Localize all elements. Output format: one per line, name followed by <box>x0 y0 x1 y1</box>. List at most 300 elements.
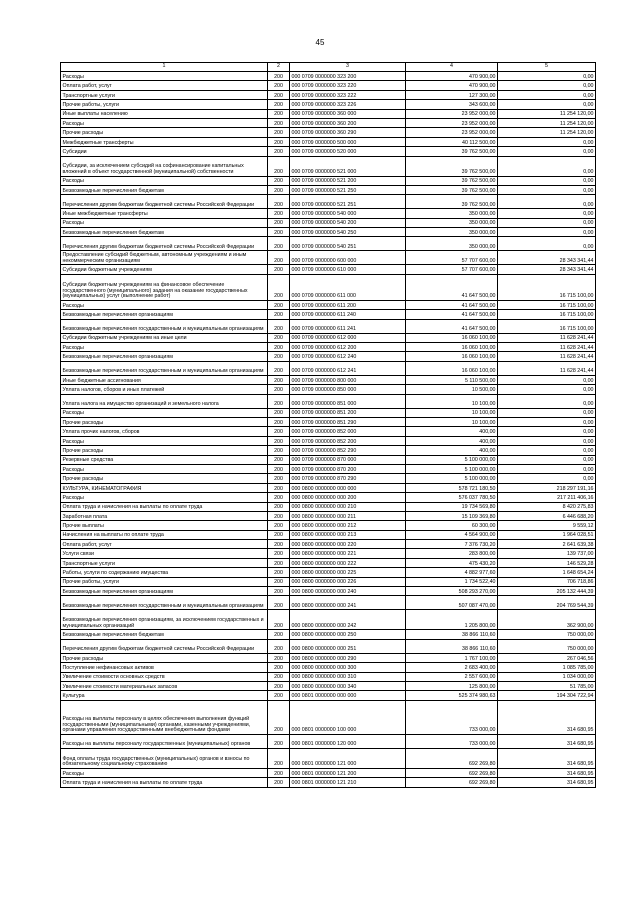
row-name-cell: Прочие работы, услуги <box>61 100 268 109</box>
row-line-code-cell: 200 <box>268 540 290 549</box>
row-line-code-cell: 200 <box>268 375 290 384</box>
row-name-cell: Субсидии <box>61 147 268 156</box>
row-executed-amount-cell: 9 559,12 <box>498 521 596 530</box>
row-name-cell: Оплата труда и начисления на выплаты по оплате труда <box>61 778 268 787</box>
table-row <box>61 408 596 417</box>
row-budget-code-cell: 000 0800 0000000 000 240 <box>290 587 406 596</box>
table-row <box>61 493 596 502</box>
column-header-3: 3 <box>290 63 406 72</box>
row-line-code-cell: 200 <box>268 195 290 209</box>
row-approved-amount-cell: 350 000,00 <box>406 228 498 237</box>
row-budget-code-cell: 000 0709 0000000 521 250 <box>290 185 406 194</box>
row-budget-code-cell: 000 0709 0000000 850 000 <box>290 385 406 394</box>
row-name-cell: Безвозмездные перечисления организациям, за исключением государственных и муниципальных организаций <box>61 610 268 630</box>
row-executed-amount-cell: 11 254 120,00 <box>498 109 596 118</box>
table-row <box>61 109 596 118</box>
row-approved-amount-cell: 470 900,00 <box>406 81 498 90</box>
row-line-code-cell: 200 <box>268 156 290 176</box>
row-budget-code-cell: 000 0709 0000000 611 000 <box>290 274 406 300</box>
row-line-code-cell: 200 <box>268 176 290 185</box>
row-budget-code-cell: 000 0709 0000000 540 251 <box>290 237 406 251</box>
row-executed-amount-cell: 6 446 688,20 <box>498 511 596 520</box>
row-approved-amount-cell: 283 800,00 <box>406 549 498 558</box>
row-name-cell: Безвозмездные перечисления государственным и муниципальным организациям <box>61 361 268 375</box>
row-budget-code-cell: 000 0709 0000000 540 250 <box>290 228 406 237</box>
table-row <box>61 361 596 375</box>
row-approved-amount-cell: 508 293 270,00 <box>406 587 498 596</box>
row-executed-amount-cell: 146 529,28 <box>498 558 596 567</box>
row-executed-amount-cell: 0,00 <box>498 137 596 146</box>
row-budget-code-cell: 000 0801 0000000 121 210 <box>290 778 406 787</box>
table-row <box>61 483 596 492</box>
row-budget-code-cell: 000 0709 0000000 612 000 <box>290 333 406 342</box>
row-name-cell: Прочие расходы <box>61 446 268 455</box>
row-executed-amount-cell: 0,00 <box>498 464 596 473</box>
row-approved-amount-cell: 470 900,00 <box>406 72 498 81</box>
row-executed-amount-cell: 11 254 120,00 <box>498 118 596 127</box>
row-approved-amount-cell: 1 734 522,40 <box>406 577 498 586</box>
row-name-cell: Субсидии бюджетным учреждениям <box>61 265 268 274</box>
row-line-code-cell: 200 <box>268 265 290 274</box>
table-row <box>61 610 596 630</box>
row-name-cell: Оплата работ, услуг <box>61 540 268 549</box>
column-header-1: 1 <box>61 63 268 72</box>
row-budget-code-cell: 000 0800 0000000 000 250 <box>290 630 406 639</box>
row-executed-amount-cell: 0,00 <box>498 385 596 394</box>
row-approved-amount-cell: 578 721 180,50 <box>406 483 498 492</box>
table-row <box>61 265 596 274</box>
row-name-cell: Субсидии, за исключением субсидий на софинансирование капитальных вложений в объект государственной (муниципальной) собственности <box>61 156 268 176</box>
row-executed-amount-cell: 11 628 241,44 <box>498 352 596 361</box>
table-row <box>61 209 596 218</box>
row-approved-amount-cell: 400,00 <box>406 427 498 436</box>
table-row <box>61 72 596 81</box>
row-line-code-cell: 200 <box>268 118 290 127</box>
row-budget-code-cell: 000 0800 0000000 000 222 <box>290 558 406 567</box>
row-budget-code-cell: 000 0800 0000000 000 226 <box>290 577 406 586</box>
table-row <box>61 394 596 408</box>
table-row <box>61 274 596 300</box>
row-executed-amount-cell: 11 628 241,44 <box>498 343 596 352</box>
row-line-code-cell: 200 <box>268 748 290 768</box>
table-row <box>61 185 596 194</box>
row-approved-amount-cell: 38 866 110,60 <box>406 630 498 639</box>
table-row <box>61 653 596 662</box>
row-name-cell: Уплата налогов, сборов и иных платежей <box>61 385 268 394</box>
row-approved-amount-cell: 4 882 977,60 <box>406 568 498 577</box>
row-line-code-cell: 200 <box>268 778 290 787</box>
row-executed-amount-cell: 51 785,00 <box>498 681 596 690</box>
table-row <box>61 343 596 352</box>
row-executed-amount-cell: 2 641 639,38 <box>498 540 596 549</box>
row-line-code-cell: 200 <box>268 343 290 352</box>
row-line-code-cell: 200 <box>268 408 290 417</box>
table-row <box>61 237 596 251</box>
table-row <box>61 521 596 530</box>
row-executed-amount-cell: 204 769 544,39 <box>498 596 596 610</box>
row-approved-amount-cell: 1 767 100,00 <box>406 653 498 662</box>
row-budget-code-cell: 000 0800 0000000 000 220 <box>290 540 406 549</box>
table-row <box>61 558 596 567</box>
row-approved-amount-cell: 10 500,00 <box>406 385 498 394</box>
row-executed-amount-cell: 0,00 <box>498 90 596 99</box>
row-executed-amount-cell: 139 737,00 <box>498 549 596 558</box>
row-budget-code-cell: 000 0709 0000000 323 220 <box>290 81 406 90</box>
row-approved-amount-cell: 41 647 500,00 <box>406 274 498 300</box>
row-name-cell: Услуги связи <box>61 549 268 558</box>
row-line-code-cell: 200 <box>268 530 290 539</box>
row-name-cell: Субсидии бюджетным учреждениям на иные цели <box>61 333 268 342</box>
row-line-code-cell: 200 <box>268 511 290 520</box>
row-line-code-cell: 200 <box>268 691 290 700</box>
table-row <box>61 734 596 748</box>
row-approved-amount-cell: 692 269,80 <box>406 778 498 787</box>
row-line-code-cell: 200 <box>268 385 290 394</box>
row-name-cell: Расходы на выплаты персоналу государственных (муниципальных) органов <box>61 734 268 748</box>
row-executed-amount-cell: 0,00 <box>498 474 596 483</box>
row-budget-code-cell: 000 0709 0000000 500 000 <box>290 137 406 146</box>
row-budget-code-cell: 000 0709 0000000 852 290 <box>290 446 406 455</box>
row-name-cell: Прочие расходы <box>61 417 268 426</box>
row-name-cell: Уплата прочих налогов, сборов <box>61 427 268 436</box>
row-approved-amount-cell: 39 762 500,00 <box>406 195 498 209</box>
row-budget-code-cell: 000 0709 0000000 323 200 <box>290 72 406 81</box>
row-line-code-cell: 200 <box>268 446 290 455</box>
row-line-code-cell: 200 <box>268 653 290 662</box>
table-row <box>61 681 596 690</box>
row-executed-amount-cell: 16 715 100,00 <box>498 274 596 300</box>
row-line-code-cell: 200 <box>268 672 290 681</box>
row-executed-amount-cell: 314 680,95 <box>498 734 596 748</box>
table-row <box>61 587 596 596</box>
table-row <box>61 251 596 265</box>
row-executed-amount-cell: 706 718,86 <box>498 577 596 586</box>
table-row <box>61 700 596 734</box>
row-approved-amount-cell: 5 100 000,00 <box>406 474 498 483</box>
row-line-code-cell: 200 <box>268 521 290 530</box>
table-row <box>61 100 596 109</box>
table-row <box>61 455 596 464</box>
row-approved-amount-cell: 2 683 400,00 <box>406 663 498 672</box>
row-executed-amount-cell: 0,00 <box>498 408 596 417</box>
row-approved-amount-cell: 39 762 500,00 <box>406 156 498 176</box>
row-executed-amount-cell: 1 648 654,24 <box>498 568 596 577</box>
row-name-cell: Расходы <box>61 464 268 473</box>
row-line-code-cell: 200 <box>268 639 290 653</box>
table-row <box>61 577 596 586</box>
row-approved-amount-cell: 16 060 100,00 <box>406 352 498 361</box>
row-line-code-cell: 200 <box>268 455 290 464</box>
row-name-cell: Транспортные услуги <box>61 90 268 99</box>
row-name-cell: Безвозмездные перечисления бюджетам <box>61 185 268 194</box>
row-budget-code-cell: 000 0709 0000000 612 240 <box>290 352 406 361</box>
row-executed-amount-cell: 16 715 100,00 <box>498 310 596 319</box>
row-executed-amount-cell: 314 680,95 <box>498 768 596 777</box>
row-approved-amount-cell: 16 060 100,00 <box>406 333 498 342</box>
row-name-cell: Заработная плата <box>61 511 268 520</box>
row-name-cell: Межбюджетные трансферты <box>61 137 268 146</box>
row-executed-amount-cell: 0,00 <box>498 81 596 90</box>
row-budget-code-cell: 000 0709 0000000 851 000 <box>290 394 406 408</box>
row-executed-amount-cell: 0,00 <box>498 375 596 384</box>
row-executed-amount-cell: 205 132 444,39 <box>498 587 596 596</box>
row-approved-amount-cell: 41 647 500,00 <box>406 300 498 309</box>
row-line-code-cell: 200 <box>268 333 290 342</box>
row-executed-amount-cell: 8 420 275,83 <box>498 502 596 511</box>
table-row <box>61 385 596 394</box>
row-line-code-cell: 200 <box>268 209 290 218</box>
row-line-code-cell: 200 <box>268 185 290 194</box>
row-budget-code-cell: 000 0709 0000000 852 000 <box>290 427 406 436</box>
table-row <box>61 502 596 511</box>
row-name-cell: Расходы <box>61 300 268 309</box>
table-row <box>61 768 596 777</box>
row-budget-code-cell: 000 0709 0000000 540 000 <box>290 209 406 218</box>
row-budget-code-cell: 000 0709 0000000 870 000 <box>290 455 406 464</box>
row-line-code-cell: 200 <box>268 147 290 156</box>
table-row <box>61 81 596 90</box>
row-line-code-cell: 200 <box>268 596 290 610</box>
row-line-code-cell: 200 <box>268 310 290 319</box>
row-budget-code-cell: 000 0800 0000000 000 251 <box>290 639 406 653</box>
row-approved-amount-cell: 41 647 500,00 <box>406 319 498 333</box>
row-name-cell: Расходы <box>61 768 268 777</box>
row-line-code-cell: 200 <box>268 474 290 483</box>
row-line-code-cell: 200 <box>268 549 290 558</box>
row-approved-amount-cell: 57 707 600,00 <box>406 251 498 265</box>
row-name-cell: Расходы <box>61 118 268 127</box>
row-approved-amount-cell: 10 100,00 <box>406 417 498 426</box>
table-row <box>61 137 596 146</box>
row-approved-amount-cell: 5 100 000,00 <box>406 455 498 464</box>
row-line-code-cell: 200 <box>268 100 290 109</box>
row-approved-amount-cell: 733 000,00 <box>406 734 498 748</box>
table-row <box>61 300 596 309</box>
row-budget-code-cell: 000 0800 0000000 000 221 <box>290 549 406 558</box>
row-budget-code-cell: 000 0800 0000000 000 290 <box>290 653 406 662</box>
row-executed-amount-cell: 0,00 <box>498 176 596 185</box>
row-approved-amount-cell: 39 762 500,00 <box>406 147 498 156</box>
row-budget-code-cell: 000 0801 0000000 000 000 <box>290 691 406 700</box>
row-budget-code-cell: 000 0800 0000000 000 200 <box>290 493 406 502</box>
row-approved-amount-cell: 5 100 000,00 <box>406 464 498 473</box>
row-name-cell: Безвозмездные перечисления бюджетам <box>61 630 268 639</box>
row-approved-amount-cell: 733 000,00 <box>406 700 498 734</box>
row-approved-amount-cell: 10 100,00 <box>406 408 498 417</box>
row-name-cell: Прочие расходы <box>61 653 268 662</box>
row-line-code-cell: 200 <box>268 228 290 237</box>
row-approved-amount-cell: 1 205 800,00 <box>406 610 498 630</box>
row-budget-code-cell: 000 0709 0000000 360 290 <box>290 128 406 137</box>
row-executed-amount-cell: 0,00 <box>498 156 596 176</box>
row-approved-amount-cell: 23 952 000,00 <box>406 118 498 127</box>
row-approved-amount-cell: 127 300,00 <box>406 90 498 99</box>
row-name-cell: Поступление нефинансовых активов <box>61 663 268 672</box>
row-executed-amount-cell: 28 343 341,44 <box>498 251 596 265</box>
table-row <box>61 530 596 539</box>
table-row <box>61 319 596 333</box>
row-executed-amount-cell: 16 715 100,00 <box>498 300 596 309</box>
row-name-cell: Расходы <box>61 343 268 352</box>
row-name-cell: Иные бюджетные ассигнования <box>61 375 268 384</box>
row-budget-code-cell: 000 0800 0000000 000 211 <box>290 511 406 520</box>
row-approved-amount-cell: 125 800,00 <box>406 681 498 690</box>
table-row <box>61 630 596 639</box>
row-name-cell: Прочие расходы <box>61 128 268 137</box>
row-line-code-cell: 200 <box>268 768 290 777</box>
row-line-code-cell: 200 <box>268 90 290 99</box>
table-row <box>61 118 596 127</box>
table-row <box>61 540 596 549</box>
row-budget-code-cell: 000 0709 0000000 851 290 <box>290 417 406 426</box>
table-row <box>61 176 596 185</box>
row-name-cell: Иные выплаты населению <box>61 109 268 118</box>
row-executed-amount-cell: 1 034 000,00 <box>498 672 596 681</box>
row-approved-amount-cell: 507 087 470,00 <box>406 596 498 610</box>
row-line-code-cell: 200 <box>268 274 290 300</box>
row-executed-amount-cell: 0,00 <box>498 427 596 436</box>
table-row <box>61 375 596 384</box>
row-name-cell: Предоставление субсидий бюджетным, автономным учреждениям и иным некоммерческим организациям <box>61 251 268 265</box>
row-approved-amount-cell: 19 734 569,80 <box>406 502 498 511</box>
row-line-code-cell: 200 <box>268 352 290 361</box>
budget-report-table <box>60 62 596 788</box>
column-header-2: 2 <box>268 63 290 72</box>
row-budget-code-cell: 000 0709 0000000 360 000 <box>290 109 406 118</box>
row-budget-code-cell: 000 0709 0000000 521 200 <box>290 176 406 185</box>
row-executed-amount-cell: 0,00 <box>498 72 596 81</box>
row-approved-amount-cell: 57 707 600,00 <box>406 265 498 274</box>
row-name-cell: Фонд оплаты труда государственных (муниципальных) органов и взносы по обязательному социальному страхованию <box>61 748 268 768</box>
table-row <box>61 427 596 436</box>
row-executed-amount-cell: 0,00 <box>498 185 596 194</box>
row-approved-amount-cell: 16 060 100,00 <box>406 343 498 352</box>
table-row <box>61 228 596 237</box>
row-budget-code-cell: 000 0709 0000000 521 000 <box>290 156 406 176</box>
row-name-cell: Субсидии бюджетным учреждениям на финансовое обеспечение государственного (муниципального) задания на оказание государственных (муниципальных) услуг (выполнение работ) <box>61 274 268 300</box>
row-name-cell: Расходы <box>61 436 268 445</box>
row-line-code-cell: 200 <box>268 587 290 596</box>
table-row <box>61 663 596 672</box>
row-approved-amount-cell: 7 376 730,20 <box>406 540 498 549</box>
row-name-cell: Расходы на выплаты персоналу в целях обеспечения выполнения функций государственными (муниципальными) органами, казенными учреждениями, органами управления государственными внебюджетными фондами <box>61 700 268 734</box>
row-executed-amount-cell: 314 680,95 <box>498 778 596 787</box>
row-executed-amount-cell: 0,00 <box>498 455 596 464</box>
row-budget-code-cell: 000 0801 0000000 100 000 <box>290 700 406 734</box>
row-budget-code-cell: 000 0709 0000000 600 000 <box>290 251 406 265</box>
row-name-cell: Начисления на выплаты по оплате труда <box>61 530 268 539</box>
table-row <box>61 639 596 653</box>
row-budget-code-cell: 000 0709 0000000 800 000 <box>290 375 406 384</box>
row-budget-code-cell: 000 0800 0000000 000 241 <box>290 596 406 610</box>
row-name-cell: Иные межбюджетные трансферты <box>61 209 268 218</box>
row-budget-code-cell: 000 0800 0000000 000 300 <box>290 663 406 672</box>
row-budget-code-cell: 000 0709 0000000 870 200 <box>290 464 406 473</box>
table-row <box>61 778 596 787</box>
row-budget-code-cell: 000 0801 0000000 121 000 <box>290 748 406 768</box>
row-line-code-cell: 200 <box>268 493 290 502</box>
row-approved-amount-cell: 10 100,00 <box>406 394 498 408</box>
row-approved-amount-cell: 525 374 980,63 <box>406 691 498 700</box>
table-row <box>61 128 596 137</box>
row-name-cell: Увеличение стоимости основных средств <box>61 672 268 681</box>
column-header-5: 5 <box>498 63 596 72</box>
table-row <box>61 748 596 768</box>
row-executed-amount-cell: 0,00 <box>498 147 596 156</box>
row-line-code-cell: 200 <box>268 630 290 639</box>
row-executed-amount-cell: 267 046,56 <box>498 653 596 662</box>
row-executed-amount-cell: 0,00 <box>498 195 596 209</box>
row-executed-amount-cell: 218 297 191,16 <box>498 483 596 492</box>
row-executed-amount-cell: 28 343 341,44 <box>498 265 596 274</box>
row-budget-code-cell: 000 0709 0000000 612 200 <box>290 343 406 352</box>
row-executed-amount-cell: 0,00 <box>498 218 596 227</box>
row-approved-amount-cell: 400,00 <box>406 446 498 455</box>
row-budget-code-cell: 000 0709 0000000 611 200 <box>290 300 406 309</box>
row-line-code-cell: 200 <box>268 394 290 408</box>
row-line-code-cell: 200 <box>268 577 290 586</box>
row-line-code-cell: 200 <box>268 81 290 90</box>
row-line-code-cell: 200 <box>268 300 290 309</box>
table-row <box>61 511 596 520</box>
row-name-cell: Прочие выплаты <box>61 521 268 530</box>
row-executed-amount-cell: 314 680,95 <box>498 748 596 768</box>
table-header-row <box>61 63 596 72</box>
row-line-code-cell: 200 <box>268 568 290 577</box>
row-executed-amount-cell: 0,00 <box>498 394 596 408</box>
row-executed-amount-cell: 11 628 241,44 <box>498 333 596 342</box>
row-approved-amount-cell: 475 430,20 <box>406 558 498 567</box>
row-budget-code-cell: 000 0709 0000000 870 290 <box>290 474 406 483</box>
row-line-code-cell: 200 <box>268 237 290 251</box>
table-row <box>61 195 596 209</box>
row-executed-amount-cell: 362 900,00 <box>498 610 596 630</box>
table-row <box>61 352 596 361</box>
row-name-cell: Оплата труда и начисления на выплаты по оплате труда <box>61 502 268 511</box>
row-budget-code-cell: 000 0709 0000000 612 241 <box>290 361 406 375</box>
row-name-cell: Расходы <box>61 176 268 185</box>
row-line-code-cell: 200 <box>268 610 290 630</box>
row-budget-code-cell: 000 0800 0000000 000 340 <box>290 681 406 690</box>
row-line-code-cell: 200 <box>268 417 290 426</box>
row-budget-code-cell: 000 0709 0000000 540 200 <box>290 218 406 227</box>
table-row <box>61 464 596 473</box>
row-line-code-cell: 200 <box>268 218 290 227</box>
row-line-code-cell: 200 <box>268 72 290 81</box>
row-line-code-cell: 200 <box>268 734 290 748</box>
row-approved-amount-cell: 350 000,00 <box>406 218 498 227</box>
row-budget-code-cell: 000 0800 0000000 000 213 <box>290 530 406 539</box>
row-budget-code-cell: 000 0709 0000000 360 200 <box>290 118 406 127</box>
row-approved-amount-cell: 23 952 000,00 <box>406 128 498 137</box>
row-budget-code-cell: 000 0801 0000000 120 000 <box>290 734 406 748</box>
row-executed-amount-cell: 0,00 <box>498 209 596 218</box>
table-row <box>61 156 596 176</box>
row-name-cell: Расходы <box>61 218 268 227</box>
row-executed-amount-cell: 0,00 <box>498 436 596 445</box>
row-budget-code-cell: 000 0709 0000000 610 000 <box>290 265 406 274</box>
row-line-code-cell: 200 <box>268 681 290 690</box>
row-executed-amount-cell: 314 680,95 <box>498 700 596 734</box>
row-name-cell: Безвозмездные перечисления государственным и муниципальным организациям <box>61 596 268 610</box>
row-name-cell: Расходы <box>61 72 268 81</box>
table-row <box>61 568 596 577</box>
row-line-code-cell: 200 <box>268 663 290 672</box>
row-line-code-cell: 200 <box>268 700 290 734</box>
row-approved-amount-cell: 400,00 <box>406 436 498 445</box>
row-budget-code-cell: 000 0800 0000000 000 210 <box>290 502 406 511</box>
row-budget-code-cell: 000 0709 0000000 323 226 <box>290 100 406 109</box>
